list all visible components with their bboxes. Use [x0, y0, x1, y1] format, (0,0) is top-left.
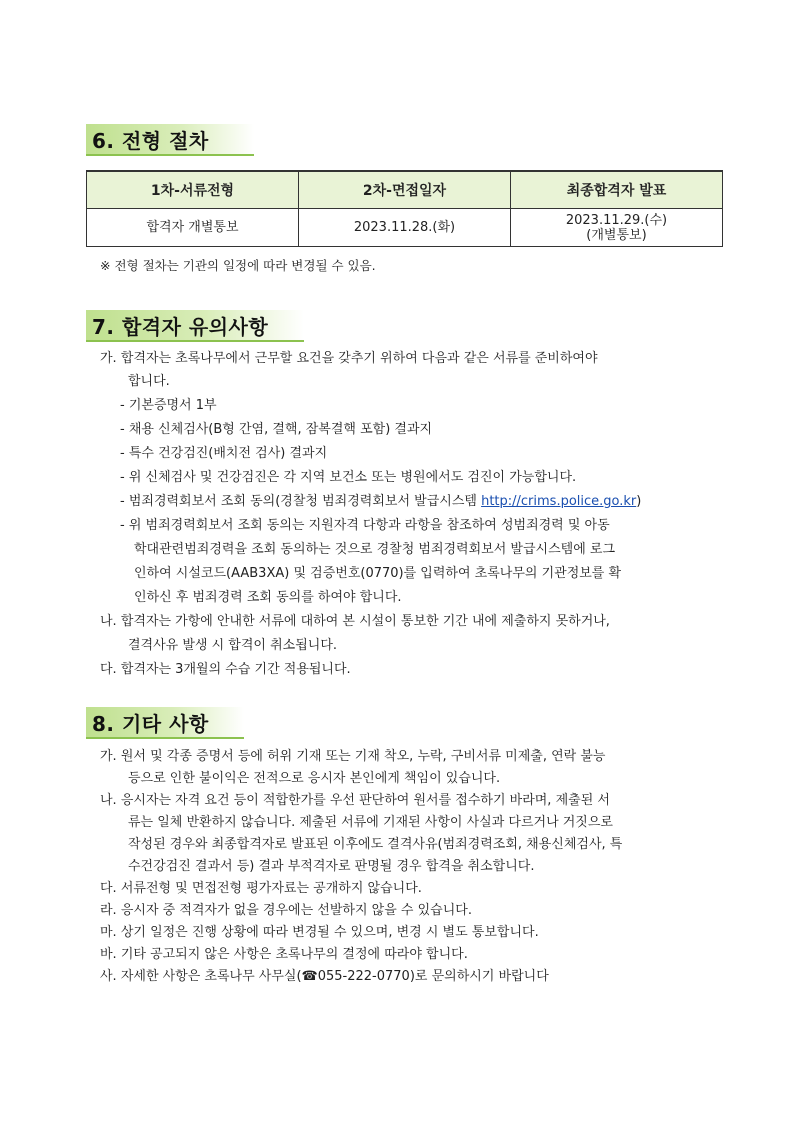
section-8-heading: [86, 707, 244, 739]
table-header-row: [87, 171, 723, 209]
table-cell: 합격자 개별통보: [87, 209, 299, 247]
list-item: 나. 응시자는 자격 요건 등이 적합한가를 우선 판단하여 원서를 접수하기 바라며, 제출된 서: [100, 793, 610, 808]
crim-suffix: ): [636, 494, 642, 509]
list-item-cont: 수건강검진 결과서 등) 결과 부적격자로 판명될 경우 합격을 취소합니다.: [128, 859, 535, 874]
list-item: 사. 자세한 사항은 초록나무 사무실(☎055-222-0770)로 문의하시기 바랍니다: [100, 969, 549, 984]
table-row: [87, 209, 723, 247]
selection-process-table: [86, 170, 723, 247]
crims-link[interactable]: http://crims.police.go.kr: [481, 494, 637, 509]
crim-prefix: - 범죄경력회보서 조회 동의(경찰청 범죄경력회보서 발급시스템: [120, 494, 482, 509]
section-6-title: 6. 전형 절차: [92, 128, 209, 153]
list-item: 가. 합격자는 초록나무에서 근무할 요건을 갖추기 위하여 다음과 같은 서류를 준비하여야: [100, 351, 598, 366]
section-8-title: 8. 기타 사항: [92, 711, 209, 736]
section-6-heading: [86, 124, 254, 156]
table-cell: 2023.11.28.(화): [299, 209, 511, 247]
schedule-note: ※ 전형 절차는 기관의 일정에 따라 변경될 수 있음.: [100, 258, 376, 273]
list-item: [120, 493, 641, 510]
section-7-title: 7. 합격자 유의사항: [92, 314, 269, 339]
list-item: 가. 원서 및 각종 증명서 등에 허위 기재 또는 기재 착오, 누락, 구비서류 미제출, 연락 불능: [100, 749, 606, 764]
list-item: - 특수 건강검진(배치전 검사) 결과지: [120, 446, 328, 461]
list-item: 라. 응시자 중 적격자가 없을 경우에는 선발하지 않을 수 있습니다.: [100, 903, 472, 918]
table-header-cell: 1차-서류전형: [87, 171, 299, 209]
list-item-cont: 결격사유 발생 시 합격이 취소됩니다.: [128, 638, 338, 653]
list-item-cont: 인하여 시설코드(AAB3XA) 및 검증번호(0770)를 입력하여 초록나무의 기관정보를 확: [134, 566, 622, 581]
table-header-cell: 최종합격자 발표: [511, 171, 723, 209]
list-item-cont: 등으로 인한 불이익은 전적으로 응시자 본인에게 책임이 있습니다.: [128, 771, 501, 786]
list-item-cont: 인하신 후 범죄경력 조회 동의를 하여야 합니다.: [134, 590, 402, 605]
list-item: - 기본증명서 1부: [120, 398, 217, 413]
list-item: - 위 신체검사 및 건강검진은 각 지역 보건소 또는 병원에서도 검진이 가능합니다.: [120, 470, 577, 485]
announce-method: (개별통보): [586, 227, 647, 243]
table-cell: [511, 209, 723, 247]
list-item: 나. 합격자는 가항에 안내한 서류에 대하여 본 시설이 통보한 기간 내에 제출하지 못하거나,: [100, 614, 610, 629]
list-item-cont: 작성된 경우와 최종합격자로 발표된 이후에도 결격사유(범죄경력조회, 채용신체검사, 특: [128, 837, 623, 852]
list-item: 다. 서류전형 및 면접전형 평가자료는 공개하지 않습니다.: [100, 881, 422, 896]
section-7-heading: [86, 310, 304, 342]
list-item: - 채용 신체검사(B형 간염, 결핵, 잠복결핵 포함) 결과지: [120, 422, 433, 437]
list-item: 다. 합격자는 3개월의 수습 기간 적용됩니다.: [100, 662, 351, 677]
list-item-cont: 합니다.: [128, 374, 170, 389]
list-item-cont: 학대관련범죄경력을 조회 동의하는 것으로 경찰청 범죄경력회보서 발급시스템에 로그: [134, 542, 616, 557]
announce-date: 2023.11.29.(수): [565, 212, 668, 228]
list-item: 마. 상기 일정은 진행 상황에 따라 변경될 수 있으며, 변경 시 별도 통보합니다.: [100, 925, 539, 940]
table-header-cell: 2차-면접일자: [299, 171, 511, 209]
list-item: 바. 기타 공고되지 않은 사항은 초록나무의 결정에 따라야 합니다.: [100, 947, 468, 962]
list-item-cont: 류는 일체 반환하지 않습니다. 제출된 서류에 기재된 사항이 사실과 다르거나 거짓으로: [128, 815, 613, 830]
list-item: - 위 범죄경력회보서 조회 동의는 지원자격 다항과 라항을 참조하여 성범죄경력 및 아동: [120, 518, 610, 533]
